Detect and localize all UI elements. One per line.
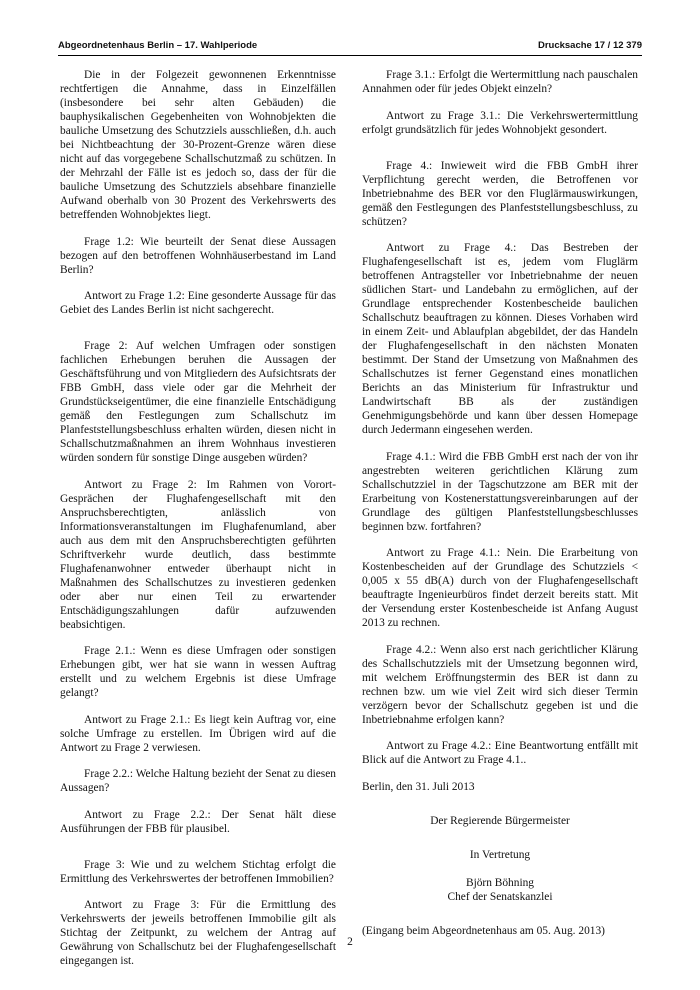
signer-name: Björn Böhning — [465, 876, 535, 889]
answer-2: Antwort zu Frage 2: Im Rahmen von Vorort-Gesprächen der Flughafengesellschaft mit den Anspruchsberechtigten, anlässlich von Informationsveranstaltungen im Flughafenumland, aber auch aus dem mit den Anspruchsberechtigten geführten Schriftverkehr wurde deutlich, dass bestimmte Flughafenanwohner entweder überhaupt nicht in Maßnahmen des Schallschutzes zu investieren gedenken oder aber nur einen Teil zu erwartender Entschädigungszahlungen dafür aufzuwenden beabsichtigen. — [60, 478, 336, 631]
answer-2-1: Antwort zu Frage 2.1.: Es liegt kein Auftrag vor, eine solche Umfrage zu erstellen. Im Übrigen wird auf die Antwort zu Frage 2 verwiesen. — [60, 713, 336, 754]
answer-3: Antwort zu Frage 3: Für die Ermittlung des Verkehrswerts der jeweils betroffenen Immobilie gilt als Stichtag der Zeitpunkt, zu welchem der Antrag auf Gewährung von Schallschutz bei der Flughafengesellschaft eingegangen ist. — [60, 899, 336, 967]
header-rule — [58, 55, 642, 56]
header-doc-number: Drucksache 17 / 12 379 — [537, 40, 642, 51]
question-4: Frage 4.: Inwieweit wird die FBB GmbH ihrer Verpflichtung gerecht werden, die Betroffenen vor Inbetriebnahme des BER vor den Fluglärmauswirkungen, gemäß den Festlegungen des Planfeststellungsbeschluss, zu schützen? — [362, 159, 638, 228]
signer-title: Chef der Senatskanzlei — [447, 890, 553, 903]
signature-deputy: In Vertretung — [469, 848, 531, 861]
question-1-2: Frage 1.2: Wie beurteilt der Senat diese Aussagen bezogen auf den betroffenen Wohnhäuserbestand im Land Berlin? — [60, 235, 336, 276]
left-column — [60, 68, 336, 981]
right-column — [362, 68, 638, 950]
signature-office: Der Regierende Bürgermeister — [430, 814, 570, 827]
answer-2-2: Antwort zu Frage 2.2.: Der Senat hält diese Ausführungen der FBB für plausibel. — [60, 808, 336, 835]
question-3: Frage 3: Wie und zu welchem Stichtag erfolgt die Ermittlung des Verkehrswertes der betroffenen Immobilien? — [60, 858, 336, 885]
header-title: Abgeordnetenhaus Berlin – 17. Wahlperiode — [58, 40, 258, 51]
question-2: Frage 2: Auf welchen Umfragen oder sonstigen fachlichen Erhebungen beruhen die Aussagen der Geschäftsführung und von Mitgliedern des Aufsichtsrats der FBB GmbH, dass viele oder gar die Mehrheit der Grundstückseigentümer, die eine finanzielle Entschädigung gemäß den Festlegungen zum Schallschutz im Planfeststellungsbeschluss erhalten würden, diesen nicht in Schallschutzmaßnahmen an ihrem Wohnhaus investieren würden sondern für sonstige Dinge ausgeben würden? — [60, 340, 336, 464]
page-header — [58, 40, 642, 51]
question-4-1: Frage 4.1.: Wird die FBB GmbH erst nach der von ihr angestrebten weiteren gerichtlichen Klärung zum Schallschutzziel in der Tagschutzzone am BER mit der Erarbeitung von Kostenerstattungsvereinbarungen auf der Grundlage des gültigen Planfeststellungsbeschlusses beginnen bzw. fortfahren? — [362, 450, 638, 533]
answer-4: Antwort zu Frage 4.: Das Bestreben der Flughafengesellschaft ist es, jedem vom Fluglärm betroffenen Antragsteller vor Inbetriebnahme der neuen südlichen Start- und Landebahn zu ermöglichen, auf der Grundlage entsprechender Kostenbescheide baulichen Schallschutz beauftragen zu können. Dieses Vorhaben wird in einem Zeit- und Ablaufplan abgebildet, der das Handeln der Flughafengesellschaft in den nächsten Monaten bestimmt. Der Stand der Umsetzung von Maßnahmen des Schallschutzes ist ferner Gegenstand eines monatlichen Berichts an das Ministerium für Infrastruktur und Landwirtschaft BB als der zuständigen Genehmigungsbehörde und kann über dessen Homepage durch Jedermann eingesehen werden. — [362, 242, 638, 436]
answer-4-1: Antwort zu Frage 4.1.: Nein. Die Erarbeitung von Kostenbescheiden auf der Grundlage des Schutzziels < 0,005 x 55 dB(A) durch von der Flughafengesellschaft beauftragte Ingenieurbüros findet derzeit bereits statt. Mit der Versendung erster Kostenbescheide ist Anfang August 2013 zu rechnen. — [362, 547, 638, 629]
question-3-1: Frage 3.1.: Erfolgt die Wertermittlung nach pauschalen Annahmen oder für jedes Objekt einzeln? — [362, 69, 638, 95]
answer-1-2: Antwort zu Frage 1.2: Eine gesonderte Aussage für das Gebiet des Landes Berlin ist nicht sachgerecht. — [60, 290, 336, 316]
page-number: 2 — [347, 936, 353, 948]
paragraph: Die in der Folgezeit gewonnenen Erkenntnisse rechtfertigen die Annahme, dass in Einzelfällen (insbesondere bei sehr alten Gebäuden) die bauphysikalischen Gegebenheiten von Wohnobjekten die bauliche Umsetzung des Schutzziels ausschließen, d.h. auch bei Nichtbeachtung der 30-Prozent-Grenze wären diese nicht auf das vorgegebene Schallschutzmaß zu schützen. In der Mehrzahl der Fälle ist es jedoch so, dass der für die bauliche Umsetzung des Schutzziels absehbare finanzielle Aufwand oberhalb von 30 Prozent des Verkehrswerts des betreffenden Wohnobjektes liegt. — [60, 69, 336, 221]
question-2-2: Frage 2.2.: Welche Haltung bezieht der Senat zu diesen Aussagen? — [60, 768, 336, 794]
receipt-note: (Eingang beim Abgeordnetenhaus am 05. Aug. 2013) — [362, 924, 605, 937]
question-4-2: Frage 4.2.: Wenn also erst nach gerichtlicher Klärung des Schallschutzziels mit der Umsetzung begonnen wird, mit welchem Eröffnungstermin des BER ist dann zu rechnen bzw. um wie viel Zeit wird sich dieser Termin verzögern bevor der Schallschutz gegeben ist und die Inbetriebnahme erfolgen kann? — [362, 643, 638, 726]
signature-block — [362, 876, 638, 904]
answer-4-2: Antwort zu Frage 4.2.: Eine Beantwortung entfällt mit Blick auf die Antwort zu Frage 4.1.. — [362, 740, 638, 766]
answer-3-1: Antwort zu Frage 3.1.: Die Verkehrswertermittlung erfolgt grundsätzlich für jedes Wohnobjekt gesondert. — [362, 109, 638, 136]
question-2-1: Frage 2.1.: Wenn es diese Umfragen oder sonstigen Erhebungen gibt, wer hat sie wann in wessen Auftrag erstellt und zu welchem Ergebnis ist diese Umfrage gelangt? — [60, 645, 336, 699]
date-line: Berlin, den 31. Juli 2013 — [362, 780, 475, 793]
